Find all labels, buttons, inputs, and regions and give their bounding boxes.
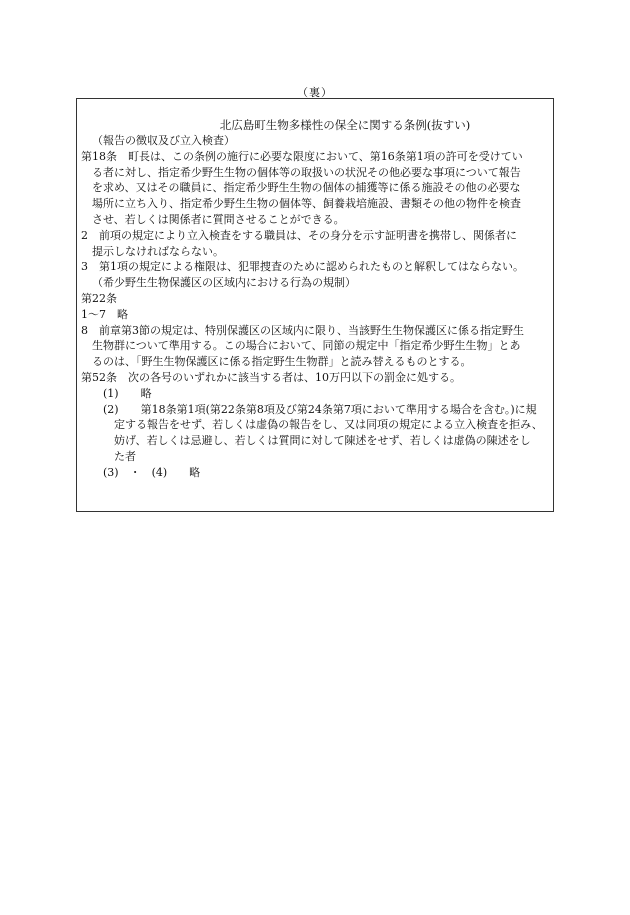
article-52-item-2: 妨げ、若しくは忌避し、若しくは質問に対して陳述をせず、若しくは虚偽の陳述をし	[114, 434, 531, 448]
article-22-label: 第22条	[81, 291, 117, 305]
article-18-line: 第18条 町長は、この条例の施行に必要な限度において、第16条第1項の許可を受けてい	[81, 149, 523, 163]
article-52-items-3-4: (3) ・ (4) 略	[103, 465, 201, 479]
document-title: 北広島町生物多様性の保全に関する条例(抜すい)	[219, 118, 471, 132]
article-18-line: 場所に立ち入り、指定希少野生生物の個体等、飼養栽培施設、書類その他の物件を検査	[92, 197, 521, 211]
side-label: （裏）	[297, 86, 333, 99]
article-52-item-2: (2) 第18条第1項(第22条第8項及び第24条第7項において準用する場合を含む。)に規	[103, 402, 537, 416]
article-18-paragraph-2: 2 前項の規定により立入検査をする職員は、その身分を示す証明書を携帯し、関係者に	[81, 228, 517, 242]
article-18-paragraph-2: 提示しなければならない。	[92, 244, 224, 258]
document-frame	[76, 98, 554, 512]
article-18-paragraph-3: 3 第1項の規定による権限は、犯罪捜査のために認められたものと解釈してはならない。	[81, 260, 524, 274]
section-heading: （報告の徴収及び立入検査）	[92, 134, 235, 147]
section-heading: （希少野生生物保護区の区域内における行為の規制）	[92, 276, 356, 290]
article-22-paragraphs-1-7: 1〜7 略	[81, 307, 128, 321]
article-18-line: を求め、又はその職員に、指定希少野生生物の個体の捕獲等に係る施設その他の必要な	[92, 181, 521, 195]
article-18-line: る者に対し、指定希少野生生物の個体等の取扱いの状況その他必要な事項について報告	[92, 165, 521, 179]
article-18-line: させ、若しくは関係者に質問させることができる。	[92, 212, 345, 226]
article-52-item-1: (1) 略	[103, 386, 152, 400]
article-22-paragraph-8: 生物群について準用する。この場合において、同節の規定中「指定希少野生生物」とあ	[92, 339, 521, 353]
article-52-line: 第52条 次の各号のいずれかに該当する者は、10万円以下の罰金に処する。	[81, 370, 461, 384]
article-22-paragraph-8: 8 前章第3節の規定は、特別保護区の区域内に限り、当該野生生物保護区に係る指定野生	[81, 323, 524, 337]
article-22-paragraph-8: るのは、「野生生物保護区に係る指定野生生物群」と読み替えるものとする。	[92, 355, 472, 369]
article-52-item-2: 定する報告をせず、若しくは虚偽の報告をし、又は同項の規定による立入検査を拒み、	[114, 418, 543, 432]
article-52-item-2: た者	[114, 449, 136, 463]
